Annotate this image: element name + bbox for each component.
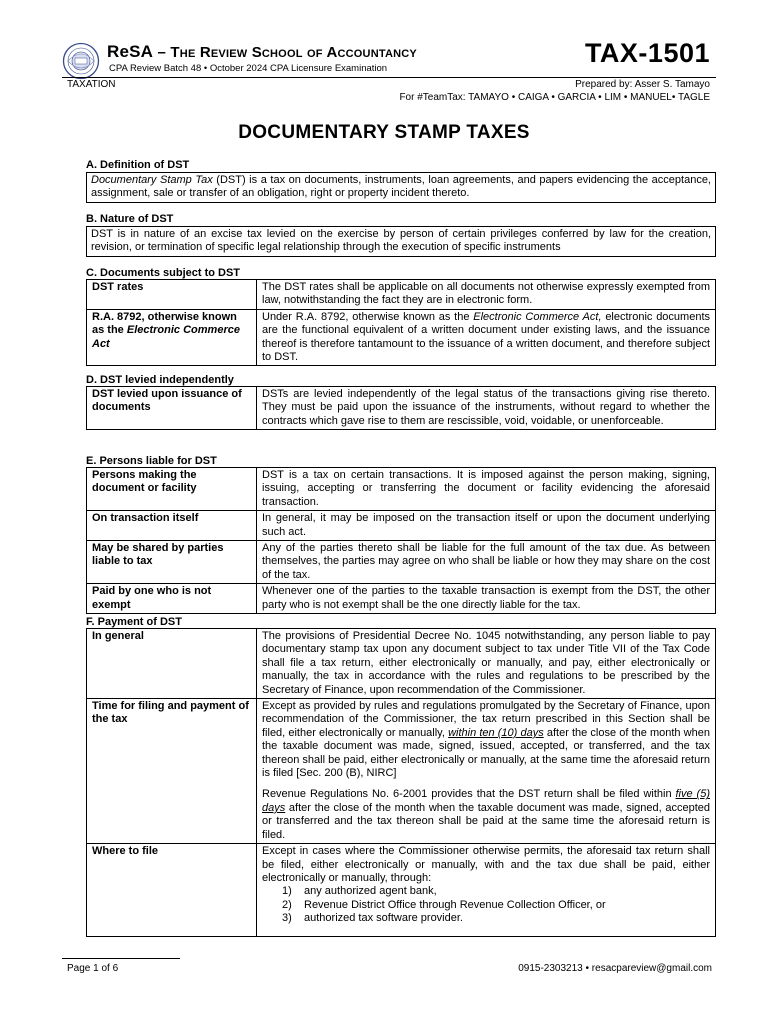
table-row: [87, 584, 716, 614]
section-c-heading: C. Documents subject to DST: [86, 267, 241, 279]
header-divider: [62, 77, 716, 78]
section-b-heading: B. Nature of DST: [86, 213, 174, 225]
row-text: Any of the parties thereto shall be liable for the full amount of the tax due. As between themselves, the parties may agree on who shall be liable or how they may share on the cost of the tax.: [257, 541, 716, 584]
table-row: [87, 387, 716, 430]
row-label: Where to file: [87, 844, 257, 937]
row-label: In general: [87, 629, 257, 699]
section-d-heading: D. DST levied independently: [86, 374, 234, 386]
document-title: DOCUMENTARY STAMP TAXES: [238, 122, 530, 143]
row-text: Whenever one of the parties to the taxable transaction is exempt from the DST, the other party who is not exempt shall be the one directly liable for the tax.: [257, 584, 716, 614]
row-text: DST is a tax on certain transactions. It is imposed against the person making, signing, issuing, accepting or transferring the document or facility evidencing the aforesaid transaction.: [257, 468, 716, 511]
section-e-heading: E. Persons liable for DST: [86, 455, 217, 467]
section-b-box: [86, 226, 716, 257]
footer-divider: [62, 958, 180, 959]
section-a-box: [86, 172, 716, 203]
row-label: Paid by one who is not exempt: [87, 584, 257, 614]
section-f-table: [86, 628, 716, 937]
section-a-heading: A. Definition of DST: [86, 159, 190, 171]
row-text: Except in cases where the Commissioner otherwise permits, the aforesaid tax return shall be filed, either electronically or manually, with and the tax due shall be paid, either electronically or manually, through: 1) any authorized agent bank, 2) Revenue District Office through Revenue Collection Officer, or 3) authorized tax software provider.: [257, 844, 716, 937]
row-label: Persons making the document or facility: [87, 468, 257, 511]
table-row: [87, 511, 716, 541]
document-code: TAX-1501: [584, 38, 710, 68]
where-to-file-list: [262, 885, 710, 925]
row-label: On transaction itself: [87, 511, 257, 541]
row-label: Time for filing and payment of the tax: [87, 699, 257, 844]
table-row: [87, 280, 716, 310]
section-e-table: [86, 467, 716, 614]
row-text: Under R.A. 8792, otherwise known as the Electronic Commerce Act, electronic documents are the functional equivalent of a written document under existing laws, and the issuance thereof is therefore tantamount to the issuance of a written document, and therefore subject to DST.: [257, 309, 716, 366]
table-row: [87, 699, 716, 844]
section-d-table: [86, 386, 716, 430]
section-c-table: [86, 279, 716, 366]
dst-term: Documentary Stamp Tax: [91, 174, 213, 186]
dst-nature-text: DST is in nature of an excise tax levied on the exercise by person of certain privileges conferred by law for the creation, revision, or termination of specific legal relationship through the execution of specific instruments: [91, 228, 711, 254]
table-row: [87, 629, 716, 699]
list-item: 2) Revenue District Office through Revenue Collection Officer, or: [282, 898, 606, 911]
batch-line: CPA Review Batch 48 • October 2024 CPA Licensure Examination: [109, 63, 388, 74]
prepared-by: Prepared by: Asser S. Tamayo: [575, 79, 710, 90]
dst-definition: (DST) is a tax on documents, instruments, loan agreements, and papers evidencing the acceptance, assignment, sale or transfer of an obligation, right or property incident thereto.: [91, 174, 711, 200]
team-line: For #TeamTax: TAMAYO • CAIGA • GARCIA • LIM • MANUEL• TAGLE: [399, 92, 710, 103]
subject-label: TAXATION: [67, 79, 116, 90]
table-row: [87, 468, 716, 511]
list-item: 3) authorized tax software provider.: [282, 912, 463, 925]
list-item: 1) any authorized agent bank,: [282, 885, 437, 898]
footer-contact: 0915-2303213 • resacpareview@gmail.com: [518, 963, 712, 974]
row-text: The DST rates shall be applicable on all documents not otherwise expressly exempted from law, notwithstanding the fact they are in electronic form.: [257, 280, 716, 310]
row-label: May be shared by parties liable to tax: [87, 541, 257, 584]
row-label: DST levied upon issuance of documents: [87, 387, 257, 430]
row-text: DSTs are levied independently of the legal status of the transactions giving rise thereto. They must be paid upon the issuance of the instruments, without regard to whether the contracts which gave rise to them are rescissible, void, voidable, or unenforceable.: [257, 387, 716, 430]
row-label: DST rates: [87, 280, 257, 310]
resa-logo-icon: [62, 42, 100, 80]
table-row: [87, 541, 716, 584]
row-label: R.A. 8792, otherwise known as the Electronic Commerce Act: [87, 309, 257, 366]
school-name: ReSA – The Review School of Accountancy: [107, 42, 417, 61]
row-text: In general, it may be imposed on the transaction itself or upon the document underlying such act.: [257, 511, 716, 541]
section-f-heading: F. Payment of DST: [86, 616, 182, 628]
table-row: [87, 844, 716, 937]
row-text: Except as provided by rules and regulations promulgated by the Secretary of Finance, upon recommendation of the Commissioner, the tax return prescribed in this Section shall be filed, either electronically or manually, within ten (10) days after the close of the month when the taxable document was made, signed, issued, accepted, or transferred, and the tax thereon shall be paid, either electronically or manually, at the same time the aforesaid return is filed [Sec. 200 (B), NIRC] Revenue Regulations No. 6-2001 provides that the DST return shall be filed within five (5) days after the close of the month when the taxable document was made, signed, accepted or transferred and the tax thereon shall be paid at the same time the aforesaid return is filed.: [257, 699, 716, 844]
table-row: [87, 309, 716, 366]
page-number: Page 1 of 6: [67, 963, 119, 974]
row-text: The provisions of Presidential Decree No. 1045 notwithstanding, any person liable to pay documentary stamp tax upon any document subject to tax under Title VII of the Tax Code shall file a tax return, either electronically or manually, and pay, either electronically or manually, the tax in accordance with the rules and regulations to be prescribed by the Secretary of Finance, upon recommendation of the Commissioner.: [257, 629, 716, 699]
